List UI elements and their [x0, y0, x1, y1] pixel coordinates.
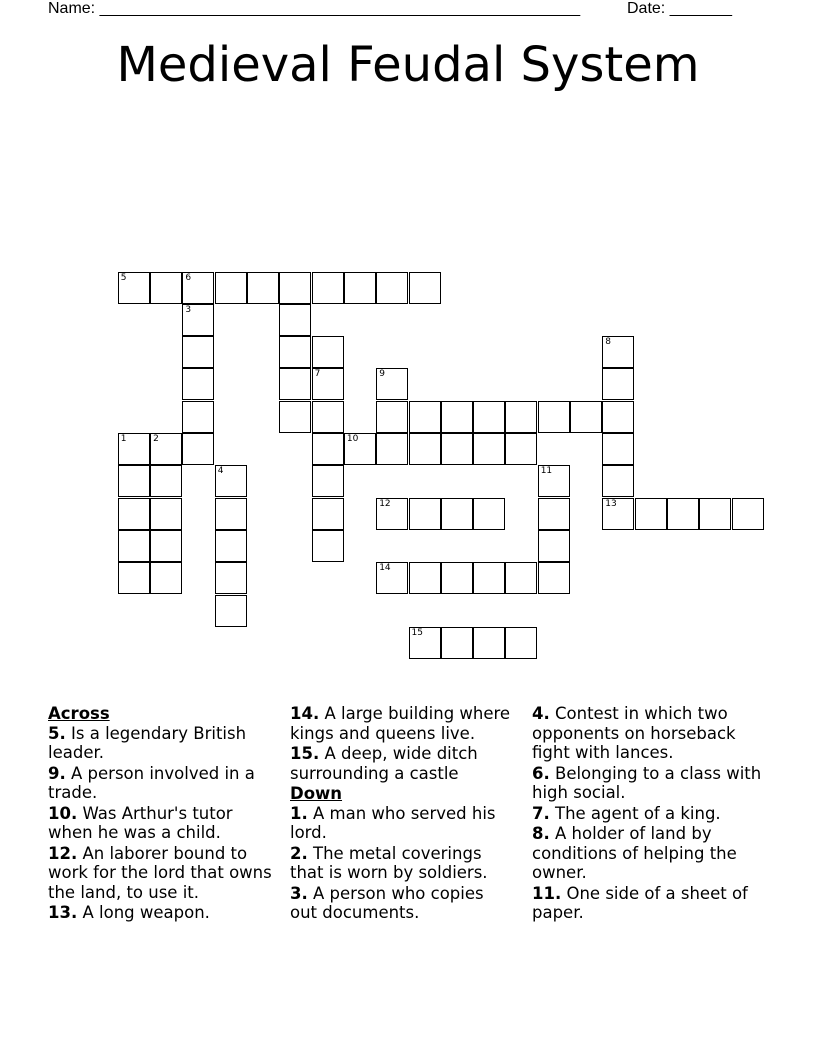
crossword-cell[interactable] [312, 336, 344, 368]
clue-item-text: A large building where kings and queens live. [290, 704, 511, 743]
crossword-cell[interactable] [150, 562, 182, 594]
clue-number: 6 [185, 272, 192, 283]
crossword-cell[interactable] [215, 498, 247, 530]
clue-item-number: 5. [48, 723, 66, 743]
crossword-cell[interactable] [279, 272, 311, 304]
crossword-cell[interactable] [312, 401, 344, 433]
clue-item-text: A person who copies out documents. [290, 883, 484, 922]
crossword-cell[interactable] [118, 433, 150, 465]
clue-number: 2 [153, 434, 159, 444]
crossword-cell[interactable] [247, 272, 279, 304]
crossword-cell[interactable] [150, 530, 182, 562]
crossword-cell[interactable] [118, 465, 150, 497]
crossword-cell[interactable] [441, 401, 473, 433]
crossword-cell[interactable] [150, 433, 182, 465]
crossword-cell[interactable] [215, 272, 247, 304]
clue-item-text: A long weapon. [82, 903, 210, 922]
crossword-cell[interactable] [538, 562, 570, 594]
crossword-cell[interactable] [182, 304, 214, 336]
crossword-cell[interactable] [441, 627, 473, 659]
crossword-cell[interactable] [538, 465, 570, 497]
clue-item-text: Is a legendary British leader. [48, 723, 247, 762]
clue-item [290, 704, 515, 743]
clue-item-text: A person involved in a trade. [48, 763, 255, 802]
clue-item-number: 6. [532, 763, 550, 783]
clue-item [532, 824, 772, 883]
crossword-cell[interactable] [279, 336, 311, 368]
crossword-cell[interactable] [505, 401, 537, 433]
clue-item [290, 804, 515, 843]
clue-item-number: 13. [48, 903, 78, 922]
crossword-cell[interactable] [376, 562, 408, 594]
crossword-cell[interactable] [505, 627, 537, 659]
crossword-cell[interactable] [409, 272, 441, 304]
crossword-cell[interactable] [538, 498, 570, 530]
clues-column-2 [290, 704, 515, 924]
clue-item-text: The metal coverings that is worn by soldiers. [290, 843, 488, 882]
clue-item [48, 764, 273, 803]
crossword-cell[interactable] [441, 498, 473, 530]
crossword-cell[interactable] [409, 562, 441, 594]
clue-item [290, 844, 515, 883]
clue-item [48, 724, 273, 763]
crossword-cell[interactable] [473, 627, 505, 659]
clue-item-number: 12. [48, 843, 78, 863]
crossword-cell[interactable] [182, 368, 214, 400]
clue-item-number: 15. [290, 744, 320, 763]
crossword-cell[interactable] [279, 304, 311, 336]
crossword-cell[interactable] [150, 465, 182, 497]
crossword-cell[interactable] [215, 465, 247, 497]
clue-item-text: Contest in which two opponents on horseback fight with lances. [532, 704, 736, 762]
clue-item [290, 884, 515, 923]
crossword-cell[interactable] [344, 433, 376, 465]
crossword-cell[interactable] [118, 498, 150, 530]
crossword-cell[interactable] [441, 562, 473, 594]
clue-item [532, 804, 772, 824]
crossword-cell[interactable] [473, 562, 505, 594]
crossword-cell[interactable] [312, 272, 344, 304]
crossword-cell[interactable] [118, 562, 150, 594]
clue-item-number: 4. [532, 704, 550, 723]
crossword-cell[interactable] [505, 562, 537, 594]
clue-number: 11 [540, 466, 553, 477]
clue-number: 3 [185, 304, 192, 315]
clue-item-text: A man who served his lord. [290, 803, 496, 842]
clue-number: 9 [379, 369, 385, 380]
crossword-cell[interactable] [376, 272, 408, 304]
clue-number: 7 [314, 369, 321, 380]
crossword-cell[interactable] [279, 401, 311, 433]
crossword-cell[interactable] [441, 433, 473, 465]
down-clue-list-continued [532, 704, 772, 923]
date-field-line: Date: _______ [627, 0, 732, 17]
clues-column-3 [532, 704, 772, 924]
crossword-cell[interactable] [312, 498, 344, 530]
crossword-cell[interactable] [376, 498, 408, 530]
clue-number: 12 [379, 498, 391, 509]
clue-number: 13 [605, 498, 617, 509]
crossword-cell[interactable] [150, 272, 182, 304]
crossword-cell[interactable] [505, 433, 537, 465]
clue-item [48, 804, 273, 843]
across-clue-list [48, 724, 273, 923]
clue-item-number: 14. [290, 704, 320, 723]
crossword-cell[interactable] [473, 498, 505, 530]
crossword-cell[interactable] [376, 368, 408, 400]
clue-item-text: An laborer bound to work for the lord that owns the land, to use it. [48, 843, 272, 902]
clue-item-text: The agent of a king. [555, 803, 721, 823]
clue-item [48, 844, 273, 903]
crossword-cell[interactable] [312, 433, 344, 465]
clue-number: 10 [346, 434, 359, 444]
crossword-cell[interactable] [376, 401, 408, 433]
clue-item [532, 704, 772, 763]
across-clue-list-continued [290, 704, 515, 783]
crossword-cell[interactable] [409, 433, 441, 465]
clue-number: 8 [605, 337, 612, 348]
crossword-cell[interactable] [279, 368, 311, 400]
crossword-cell[interactable] [602, 336, 634, 368]
crossword-cell[interactable] [182, 272, 214, 304]
crossword-cell[interactable] [150, 498, 182, 530]
crossword-cell[interactable] [409, 498, 441, 530]
clue-item [532, 884, 772, 923]
clue-item [48, 903, 273, 923]
name-field-line: Name: ______________________________________________________ [48, 0, 581, 17]
clue-item-text: One side of a sheet of paper. [532, 883, 748, 922]
clue-item-number: 3. [290, 883, 308, 903]
clue-item-text: Was Arthur's tutor when he was a child. [48, 803, 233, 842]
clue-item-number: 8. [532, 824, 550, 843]
clue-item-text: A deep, wide ditch surrounding a castle [290, 744, 478, 783]
crossword-cell[interactable] [312, 530, 344, 562]
clue-item-number: 10. [48, 803, 78, 823]
clue-number: 4 [217, 466, 224, 477]
crossword-cell[interactable] [344, 272, 376, 304]
crossword-cell[interactable] [602, 465, 634, 497]
clue-item-number: 2. [290, 843, 308, 863]
clue-item-text: A holder of land by conditions of helping the owner. [532, 824, 737, 882]
crossword-cell[interactable] [312, 465, 344, 497]
crossword-cell[interactable] [409, 627, 441, 659]
clue-number: 15 [411, 627, 423, 638]
crossword-cell[interactable] [118, 530, 150, 562]
clue-number: 14 [379, 563, 391, 574]
crossword-cell[interactable] [376, 433, 408, 465]
crossword-cell[interactable] [538, 530, 570, 562]
across-heading: Across [48, 704, 110, 723]
crossword-cell[interactable] [602, 498, 634, 530]
down-heading: Down [290, 784, 343, 803]
clue-number: 5 [120, 272, 127, 283]
crossword-cell[interactable] [409, 401, 441, 433]
crossword-cell[interactable] [570, 401, 602, 433]
clues-column-1 [48, 704, 273, 924]
puzzle-title: Medieval Feudal System [116, 37, 700, 93]
clue-item-number: 9. [48, 763, 66, 783]
crossword-cell[interactable] [182, 401, 214, 433]
crossword-cell[interactable] [118, 272, 150, 304]
clue-item-text: Belonging to a class with high social. [532, 763, 762, 802]
crossword-cell[interactable] [473, 433, 505, 465]
clue-item [290, 744, 515, 783]
crossword-cell[interactable] [215, 562, 247, 594]
clue-item-number: 7. [532, 803, 550, 823]
clue-item-number: 11. [532, 883, 562, 903]
crossword-cell[interactable] [182, 433, 214, 465]
crossword-cell[interactable] [473, 401, 505, 433]
crossword-cell[interactable] [602, 433, 634, 465]
crossword-cell[interactable] [538, 401, 570, 433]
clue-number: 1 [120, 434, 127, 444]
crossword-cell[interactable] [182, 336, 214, 368]
crossword-cell[interactable] [699, 498, 731, 530]
crossword-cell[interactable] [667, 498, 699, 530]
down-clue-list [290, 804, 515, 923]
crossword-cell[interactable] [635, 498, 667, 530]
crossword-cell[interactable] [215, 595, 247, 627]
crossword-cell[interactable] [602, 401, 634, 433]
crossword-cell[interactable] [602, 368, 634, 400]
crossword-cell[interactable] [732, 498, 764, 530]
crossword-cell[interactable] [215, 530, 247, 562]
clue-item-number: 1. [290, 803, 308, 823]
clue-item [532, 764, 772, 803]
crossword-cell[interactable] [312, 368, 344, 400]
